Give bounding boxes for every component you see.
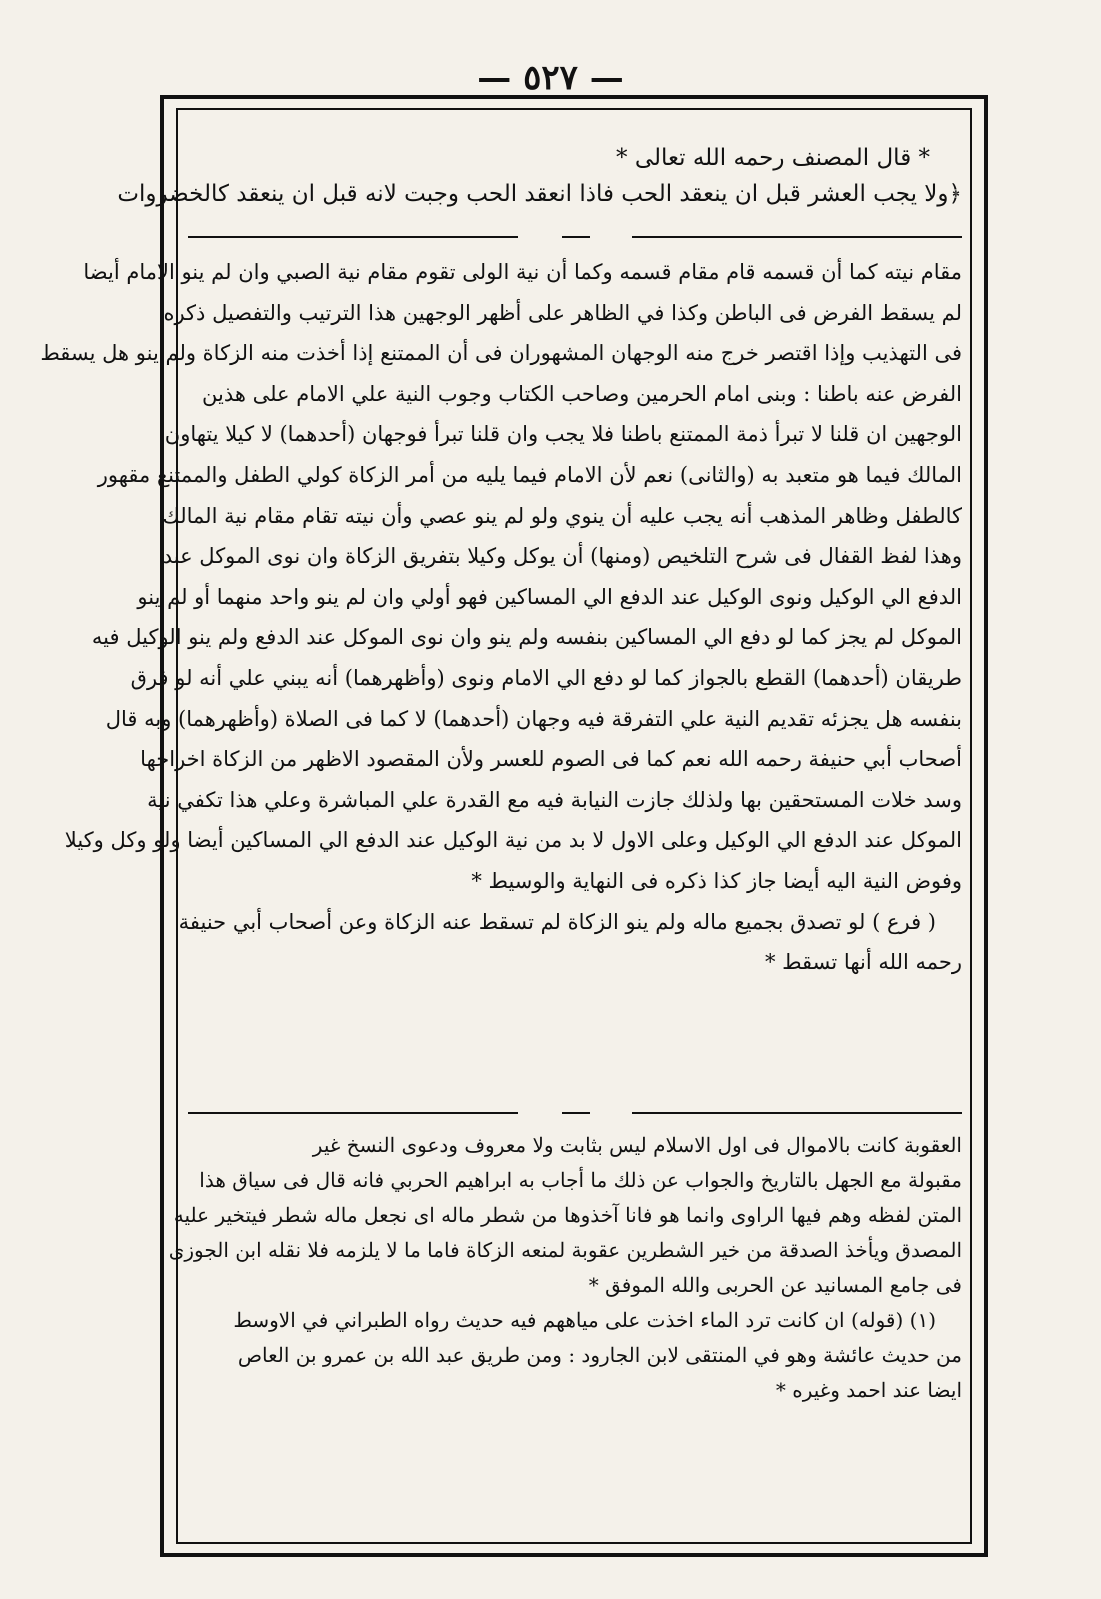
header-line: ﴿ولا يجب العشر قبل ان ينعقد الحب فاذا انعقد الحب وجبت لانه قبل ان ينعقد كالخضروات [117,181,962,207]
text-line: الفرض عنه باطنا : وبنى امام الحرمين وصاحب الكتاب وجوب النية علي الامام على هذين [201,381,962,406]
divider-rule [188,236,518,238]
divider-rule [632,1112,962,1114]
footnote-line: العقوبة كانت بالاموال فى اول الاسلام ليس بثابت ولا معروف ودعوى النسخ غير [312,1133,962,1157]
text-line: وهذا لفظ القفال فى شرح التلخيص (ومنها) أن يوكل وكيلا بتفريق الزكاة وان نوى الموكل عند [162,544,962,569]
footnote-line: فى جامع المسانيد عن الحربى والله الموفق * [588,1273,962,1297]
text-line: وسد خلات المستحقين بها ولذلك جازت النيابة فيه مع القدرة علي المباشرة وعلي هذا تكفي نية [147,787,962,812]
text-line: طريقان (أحدهما) القطع بالجواز كما لو دفع الي الامام ونوى (وأظهرهما) أنه يبني علي أنه لو فرق [130,665,962,690]
text-line: الوجهين ان قلنا لا تبرأ ذمة الممتنع باطنا فلا يجب وان قلنا تبرأ فوجهان (أحدهما) لا كيلا يتهاون [164,422,962,447]
header-line: * قال المصنف رحمه الله تعالى * [616,145,930,171]
footnote-line: المصدق ويأخذ الصدقة من خير الشطرين عقوبة لمنعه الزكاة فاما ما لا يلزمه فلا نقله ابن الجوزى [168,1238,962,1262]
text-line: فى التهذيب وإذا اقتصر خرج منه الوجهان المشهوران فى أن الممتنع إذا أخذت منه الزكاة ولم ينو هل يسقط [40,341,962,366]
divider-rule [188,1112,518,1114]
footnotes [168,1128,962,1408]
text-line: لم يسقط الفرض فى الباطن وكذا في الظاهر على أظهر الوجهين هذا الترتيب والتفصيل ذكره [163,300,962,325]
text-line: المالك فيما هو متعبد به (والثانى) نعم لأن الامام فيما يليه من أمر الزكاة كولي الطفل والممتنع مقهور [97,462,962,487]
footnote-line: (١) (قوله) ان كانت ترد الماء اخذت على مياههم فيه حديث رواه الطبراني في الاوسط [233,1308,936,1332]
page-number: — ٥٢٧ — [477,58,624,98]
footnote-line: مقبولة مع الجهل بالتاريخ والجواب عن ذلك ما أجاب به ابراهيم الحربي فانه قال فى سياق هذا [199,1168,962,1192]
section-divider [188,232,962,242]
text-line: وفوض النية اليه أيضا جاز كذا ذكره فى النهاية والوسيط * [471,868,962,893]
text-line: بنفسه هل يجزئه تقديم النية علي التفرقة فيه وجهان (أحدهما) لا كما فى الصلاة (وأظهرهما) وبه قال [105,706,962,731]
text-line: الموكل لم يجز كما لو دفع الي المساكين بنفسه ولم ينو وان نوى الموكل عند الدفع ولم ينو الوكيل فيه [91,625,962,650]
text-line: الدفع الي الوكيل ونوى الوكيل عند الدفع الي المساكين فهو أولي وان لم ينو واحد منهما أو لم ينو [137,584,962,609]
footnote-line: المتن لفظه وهم فيها الراوى وانما هو فانا آخذوها من شطر ماله اى نجعل ماله شطر فيتخير عليه [173,1203,962,1227]
matn-header [117,140,962,212]
divider-rule [562,1112,590,1114]
text-line: ( فرع ) لو تصدق بجميع ماله ولم ينو الزكاة لم تسقط عنه الزكاة وعن أصحاب أبي حنيفة [178,909,936,934]
commentary-text [40,252,962,983]
text-line: مقام نيته كما أن قسمه قام مقام قسمه وكما أن نية الولى تقوم مقام نية الصبي وان لم ينو الامام أيضا [83,260,962,284]
footnote-divider [188,1108,962,1118]
text-line: الموكل عند الدفع الي الوكيل وعلى الاول لا بد من نية الوكيل عند الدفع الي المساكين أيضا ولو وكل وكيلا [64,828,962,853]
divider-rule [562,236,590,238]
footnote-line: ايضا عند احمد وغيره * [775,1378,962,1402]
text-line: أصحاب أبي حنيفة رحمه الله نعم كما فى الصوم للعسر ولأن المقصود الاظهر من الزكاة اخراجها [140,747,962,772]
footnote-line: من حديث عائشة وهو في المنتقى لابن الجارود : ومن طريق عبد الله بن عمرو بن العاص [237,1343,962,1367]
text-line: كالطفل وظاهر المذهب أنه يجب عليه أن ينوي ولو لم ينو عصي وأن نيته تقام مقام نية المالك [162,503,962,528]
divider-rule [632,236,962,238]
text-line: رحمه الله أنها تسقط * [764,950,962,975]
